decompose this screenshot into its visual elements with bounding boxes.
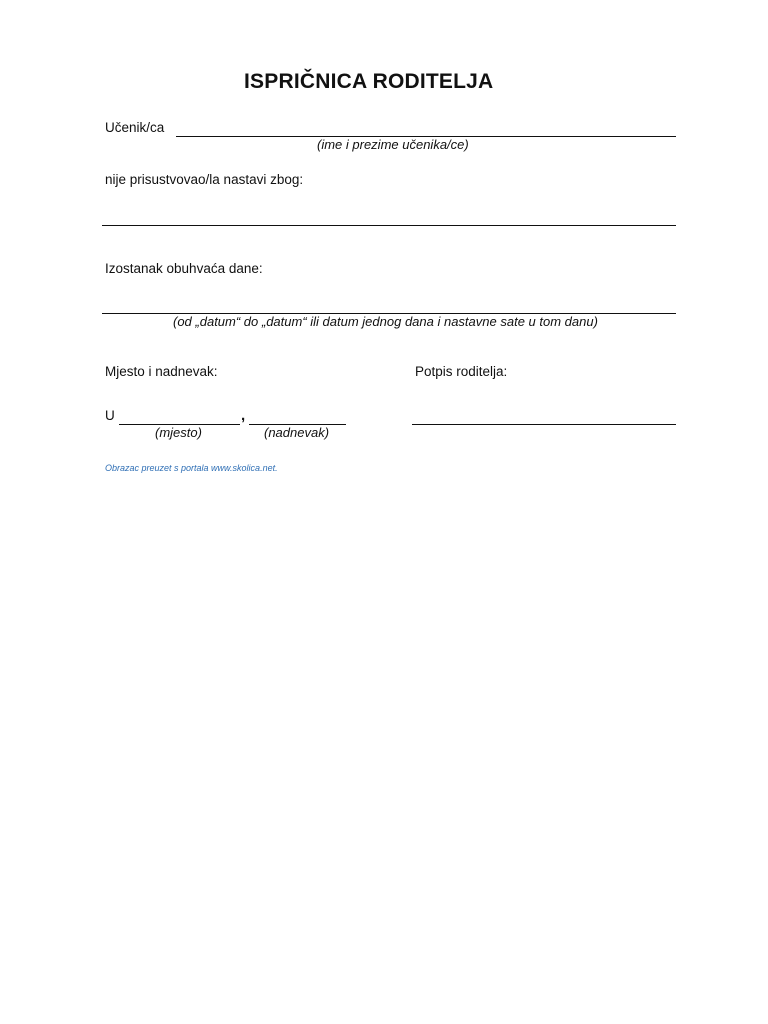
place-prefix: U: [105, 408, 115, 423]
date-hint: (nadnevak): [264, 425, 330, 440]
source-note: Obrazac preuzet s portala www.skolica.net.: [105, 463, 278, 473]
place-date-label: Mjesto i nadnevak:: [105, 364, 218, 379]
signature-line[interactable]: [412, 424, 676, 425]
absence-hint: (od „datum“ do „datum“ ili datum jednog dana i nastavne sate u tom danu): [173, 314, 598, 329]
student-name-hint: (ime i prezime učenika/ce): [317, 137, 469, 152]
student-label: Učenik/ca: [105, 120, 165, 135]
reason-line[interactable]: [102, 225, 676, 226]
reason-label: nije prisustvovao/la nastavi zbog:: [105, 172, 304, 187]
signature-label: Potpis roditelja:: [415, 364, 508, 379]
absence-label: Izostanak obuhvaća dane:: [105, 261, 263, 276]
place-date-comma: ,: [241, 407, 246, 424]
place-hint: (mjesto): [155, 425, 202, 440]
document-title-text: ISPRIČNICA RODITELJA: [244, 70, 494, 93]
